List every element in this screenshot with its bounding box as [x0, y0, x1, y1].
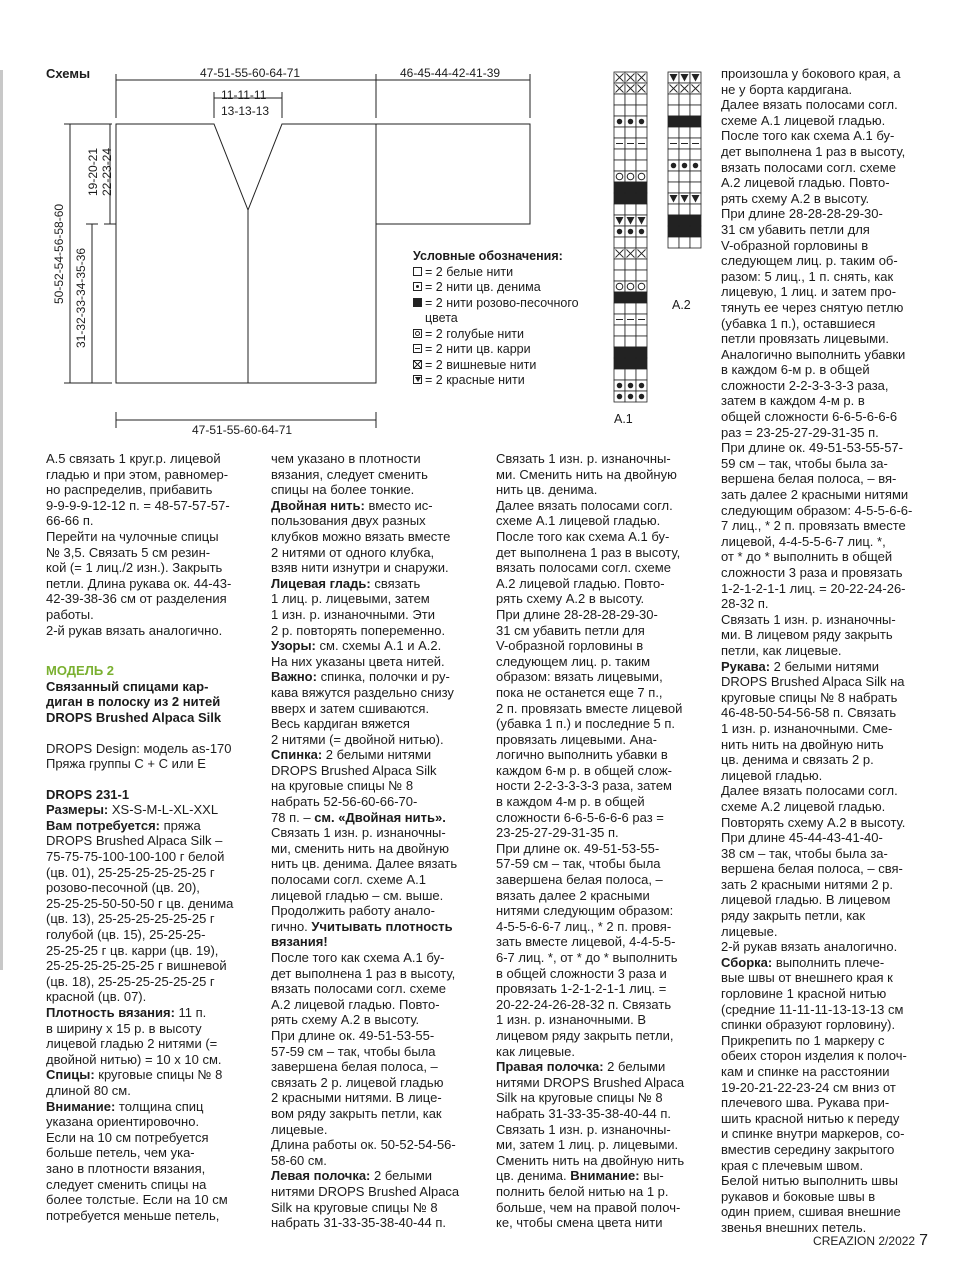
chart-cell-blank	[679, 149, 690, 160]
chart-cell-fill	[636, 193, 647, 204]
chart-cell-dot	[614, 391, 625, 402]
needles-label: Спицы:	[46, 1067, 95, 1083]
dot-square-icon	[413, 282, 422, 291]
chart-cell-blank	[690, 171, 701, 182]
stockinette-label: Лицевая гладь:	[271, 575, 371, 591]
chart-cell-blank	[614, 237, 625, 248]
chart-cell-blank	[614, 127, 625, 138]
chart-cell-blank	[625, 204, 636, 215]
diagram-title: Схемы	[46, 66, 91, 81]
chart-cell-cross	[614, 248, 625, 259]
chart-cell-blank	[625, 303, 636, 314]
chart-cell-fill	[636, 347, 647, 358]
chart-cell-blank	[625, 270, 636, 281]
chart-cell-dot	[614, 226, 625, 237]
left-front-text: 2 белыми нитями DROPS Brushed Alpaca Silk на круговые спицы № 8 набрать 31-33-35-38-40-44 п.	[271, 1168, 460, 1231]
chart-cell-cross	[625, 83, 636, 94]
stockinette	[271, 576, 493, 638]
important-text: спинка, полочки и ру- кава вяжутся раздельно снизу вверх и затем сшиваются. Весь кардиган вяжется 2 нитями (= двойной нитью).	[271, 669, 454, 747]
chart-cell-blank	[636, 204, 647, 215]
assembly	[721, 955, 943, 1236]
chart-cell-dash	[614, 138, 625, 149]
chart-cell-blank	[690, 237, 701, 248]
chart-cell-dot	[614, 116, 625, 127]
legend-text: = 2 вишневые нити	[425, 357, 537, 372]
total-length-label: 50-52-54-56-58-60	[52, 203, 66, 304]
text-column-2	[271, 451, 493, 1231]
chart-cell-tri	[668, 72, 679, 83]
neck-width-label-2: 13-13-13	[221, 104, 270, 118]
chart-cell-blank	[636, 270, 647, 281]
chart-a1-label: A.1	[614, 412, 633, 426]
ring-square-icon	[413, 329, 422, 338]
stockinette-text: связать 1 лиц. р. лицевыми, затем 1 изн. р. изнаночными. Эти 2 р. повторять попеременно.	[271, 575, 446, 638]
chart-cell-blank	[625, 160, 636, 171]
chart-cell-blank	[625, 336, 636, 347]
legend-row	[413, 280, 609, 296]
patterns	[271, 638, 493, 669]
chart-cell-fill	[614, 292, 625, 303]
chart-cell-blank	[625, 105, 636, 116]
paragraph: чем указано в плотности вязания, следует сменить спицы на более тонкие.	[271, 451, 428, 498]
filled-square-icon	[413, 298, 422, 307]
armhole-depth-label-1: 19-20-21	[86, 147, 100, 196]
right-front	[496, 1059, 718, 1231]
chart-cell-dot	[668, 160, 679, 171]
chart-cell-tri	[636, 215, 647, 226]
legend-row	[413, 327, 609, 343]
chart-cell-tri	[614, 215, 625, 226]
attention	[46, 1099, 266, 1224]
chart-cell-dash	[636, 138, 647, 149]
double-yarn-label: Двойная нить:	[271, 497, 365, 513]
body-length-label: 31-32-33-34-35-36	[74, 247, 88, 348]
sleeve-width-label: 46-45-44-42-41-39	[400, 66, 501, 80]
chart-cell-blank	[614, 369, 625, 380]
chart-cell-cross	[679, 83, 690, 94]
chart-cell-cross	[614, 72, 625, 83]
chart-cell-fill	[690, 116, 701, 127]
chart-cell-tri	[690, 193, 701, 204]
back-text-1: 2 белыми нитями DROPS Brushed Alpaca Silk на круговые спицы № 8 набрать 52-56-60-66-70- 78 п. –	[271, 747, 437, 825]
patterns-text: см. схемы А.1 и А.2. На них указаны цвета нитей.	[271, 638, 445, 669]
gauge-label: Плотность вязания:	[46, 1005, 175, 1020]
legend-row	[413, 373, 609, 389]
page-footer	[813, 1232, 928, 1250]
legend-text: = 2 голубые нити	[425, 326, 525, 341]
chart-cell-blank	[636, 325, 647, 336]
legend	[413, 249, 609, 389]
chart-cell-blank	[614, 259, 625, 270]
chart-cell-cross	[690, 83, 701, 94]
sleeves-label: Рукава:	[721, 658, 771, 674]
chart-cell-blank	[636, 303, 647, 314]
chart-cell-blank	[614, 160, 625, 171]
chart-cell-dash	[679, 138, 690, 149]
left-front	[271, 1168, 493, 1230]
chart-cell-tri	[690, 72, 701, 83]
legend-row	[413, 296, 609, 327]
assembly-text: выполнить плече- вые швы от внешнего края к горловине 1 красной нитью (средние 11-11-11-13-13-13 см спинки образуют горловину). Прикрепить по 1 маркеру с обеих сторон изделия к полоч- кам и спинке на расстоянии 19-20-21-22-23-24 см вниз от плечевого шва. Рукава при- шить красной нитью к переду и спинке внутри маркеров, со- вместив середину закрытого края с плечевым швом. Белой нитью выполнить швы рукавов и боковые швы в один прием, сшивая внешние звенья внешних петель.	[721, 954, 907, 1235]
text-column-3	[496, 451, 718, 1231]
gauge-text: 11 п. в ширину х 15 р. в высоту лицевой гладью 2 нитями (= двойной нитью) = 10 х 10 см.	[46, 1005, 222, 1067]
chart-cell-ring	[636, 281, 647, 292]
chart-cell-blank	[636, 127, 647, 138]
legend-row	[413, 342, 609, 358]
chart-cell-blank	[668, 182, 679, 193]
chart-cell-ring	[625, 281, 636, 292]
chart-cell-blank	[614, 204, 625, 215]
chart-cell-fill	[636, 292, 647, 303]
chart-cell-ring	[614, 171, 625, 182]
chart-cell-blank	[614, 94, 625, 105]
chart-cell-blank	[679, 182, 690, 193]
chart-cell-blank	[636, 369, 647, 380]
chart-cell-ring	[625, 171, 636, 182]
chart-cell-blank	[668, 94, 679, 105]
text-column-4	[721, 66, 943, 1236]
chart-cell-fill	[625, 358, 636, 369]
gauge	[46, 1005, 266, 1067]
chart-cell-dot	[690, 160, 701, 171]
right-front-text: 2 белыми нитями DROPS Brushed Alpaca Silk на круговые спицы № 8 набрать 31-33-35-38-40-44 п. Связать 1 изн. р. изнаночны- ми, затем 1 лиц. р. лицевыми. Сменить нить на двойную нить цв. денима.	[496, 1059, 685, 1184]
chart-cell-fill	[625, 193, 636, 204]
back-text-2: Связать 1 изн. р. изнаночны- ми, сменить нить на двойную нить цв. денима. Далее вязать полосами согл. схеме А.1 лицевой гладью – см. выше. Продолжить работу анало- гично.	[271, 825, 458, 934]
chart-cell-blank	[668, 105, 679, 116]
chart-cell-fill	[668, 226, 679, 237]
page-number: 7	[919, 1232, 928, 1249]
chart-cell-ring	[636, 171, 647, 182]
chart-cell-blank	[668, 127, 679, 138]
chart-cell-dot	[625, 116, 636, 127]
top-width-label: 47-51-55-60-64-71	[200, 66, 301, 80]
chart-cell-fill	[668, 215, 679, 226]
chart-cell-dot	[636, 391, 647, 402]
chart-cell-blank	[679, 204, 690, 215]
white-square-icon	[413, 267, 422, 276]
chart-cell-dot	[636, 116, 647, 127]
right-front-attention-text: вы- полнить белой нитью на 1 р. больше, чем на правой полоч- ке, чтобы смена цвета нити	[496, 1168, 681, 1231]
paragraph: А.5 связать 1 круг.р. лицевой гладью и при этом, равномер- но распределив, прибавить 9-9-9-9-12-12 п. = 48-57-57-57- 66-66 п.	[46, 451, 230, 529]
chart-cell-blank	[636, 94, 647, 105]
chart-cell-blank	[690, 127, 701, 138]
chart-cell-blank	[668, 171, 679, 182]
chart-cell-blank	[625, 325, 636, 336]
cross-square-icon	[413, 360, 422, 369]
sleeve-outline	[376, 124, 530, 224]
attention-label: Внимание:	[46, 1098, 116, 1114]
chart-cell-cross	[636, 83, 647, 94]
legend-row	[413, 265, 609, 281]
paragraph: произошла у бокового края, а не у борта кардигана. Далее вязать полосами согл. схеме А.1 лицевой гладью. После того как схема А.1 бу- дет выполнена 1 раз в высоту, вязать полосами согл. схеме А.2 лицевой гладью. Повто- рять схему А.2 в высоту. При длине 28-28-28-29-30- 31 см убавить петли для V-образной горловины в следующем лиц. р. таким об- разом: 5 лиц., 1 п. снять, как лицевую, 1 лиц. и затем про- тянуть ее через снятую петлю (убавка 1 п.), оставшиеся петли провязать лицевыми. Аналогично выполнить убавки в каждом 6-м р. в общей сложности 2-2-3-3-3-3 раза, затем в каждом 4-м р. в общей сложности 6-6-5-6-6-6 раз = 23-25-27-29-31-35 п. При длине ок. 49-51-53-55-57- 59 см – так, чтобы была за- вершена белая полоса, – вя- зать далее 2 красными нитями следующим образом: 4-5-5-6-6- 7 лиц., * 2 п. провязать вместе лицевой, 4-4-5-5-6-7 лиц. *, от * до * выполнить в общей сложности 3 раза и провязать 1-2-1-2-1-1 лиц. = 20-22-24-26- 28-32 п. Связать 1 изн. р. изнаночны- ми. В лицевом ряду закрыть петли, как лицевые.	[721, 66, 913, 658]
chart-cell-blank	[625, 237, 636, 248]
chart-cell-cross	[625, 248, 636, 259]
bottom-width-label: 47-51-55-60-64-71	[192, 423, 293, 437]
chart-cell-tri	[625, 215, 636, 226]
attention-text: толщина спиц указана ориентировочно. Если на 10 см потребуется больше петель, чем ука- зано в плотности вязания, следует сменить спицы на более толстые. Если на 10 см потребуется меньше петель,	[46, 1098, 228, 1223]
chart-cell-dash	[625, 138, 636, 149]
sizes	[46, 802, 266, 818]
chart-cell-dot	[625, 391, 636, 402]
double-yarn-text: вместо ис- пользования двух разных клубков можно вязать вместе 2 нитями от одного клубка, взяв нити изнутри и снаружи.	[271, 497, 451, 576]
important-label: Важно:	[271, 669, 317, 685]
needles	[46, 1067, 266, 1098]
sizes-label: Размеры:	[46, 802, 109, 818]
chart-cell-cross	[668, 83, 679, 94]
materials-text: пряжа DROPS Brushed Alpaca Silk – 75-75-75-100-100-100 г белой (цв. 01), 25-25-25-25-25-25 г розово-песочной (цв. 20), 25-25-25-50-50-50 г цв. денима (цв. 13), 25-25-25-25-25-25 г голубой (цв. 15), 25-25-25- 25-25-25 г цв. карри (цв. 19), 25-25-25-25-25-25 г вишневой (цв. 18), 25-25-25-25-25-25 г красной (цв. 07).	[46, 817, 234, 1005]
chart-cell-blank	[636, 160, 647, 171]
chart-cell-tri	[679, 72, 690, 83]
chart-cell-fill	[690, 215, 701, 226]
paragraph: После того как схема А.1 бу- дет выполнена 1 раз в высоту, вязать полосами согл. схеме А.2 лицевой гладью. Повто- рять схему А.2 в высоту. При длине ок. 49-51-53-55- 57-59 см – так, чтобы была завершена белая полоса, – связать 2 р. лицевой гладью 2 красными нитями. В лице- вом ряду закрыть петли, как лицевые. Длина работы ок. 50-52-54-56- 58-60 см.	[271, 950, 456, 1168]
materials	[46, 818, 266, 1005]
sleeves-text: 2 белыми нитями DROPS Brushed Alpaca Silk на круговые спицы № 8 набрать 46-48-50-54-56-58 п. Связать 1 изн. р. изнаночными. Сме- нить нить на двойную нить цв. денима и связать 2 р. лицевой гладью. Далее вязать полосами согл. схеме А.2 лицевой гладью. Повторять схему А.2 в высоту. При длине 45-44-43-41-40- 38 см – так, чтобы была за- вершена белая полоса, – свя- зать 2 красными нитями 2 р. лицевой гладью. В лицевом ряду закрыть петли, как лицевые. 2-й рукав вязать аналогично.	[721, 658, 906, 955]
chart-cell-blank	[668, 237, 679, 248]
chart-cell-blank	[668, 149, 679, 160]
double-yarn	[271, 498, 493, 576]
chart-cell-blank	[614, 325, 625, 336]
chart-cell-blank	[636, 105, 647, 116]
chart-cell-dash	[614, 314, 625, 325]
chart-a2-grid	[668, 72, 701, 248]
body-outline	[116, 124, 376, 383]
chart-cell-tri	[679, 193, 690, 204]
chart-cell-cross	[636, 248, 647, 259]
chart-cell-fill	[636, 182, 647, 193]
right-front-attention-label: Внимание:	[570, 1168, 640, 1184]
design-info: DROPS Design: модель as-170 Пряжа группы С + С или Е	[46, 740, 232, 772]
chart-cell-fill	[636, 358, 647, 369]
chart-cell-blank	[636, 149, 647, 160]
chart-cell-dash	[668, 138, 679, 149]
chart-cell-fill	[625, 182, 636, 193]
legend-text: = 2 белые нити	[425, 264, 514, 279]
chart-cell-blank	[625, 369, 636, 380]
chart-a1-grid	[614, 72, 647, 402]
materials-label: Вам потребуется:	[46, 817, 160, 833]
legend-text: = 2 нити розово-песочного цвета	[425, 295, 579, 325]
chart-cell-blank	[625, 94, 636, 105]
model-title: Связанный спицами кар- диган в полоску из 2 нитей DROPS Brushed Alpaca Silk	[46, 678, 222, 725]
chart-cell-blank	[625, 149, 636, 160]
chart-cell-blank	[614, 149, 625, 160]
chart-cell-blank	[636, 336, 647, 347]
left-front-label: Левая полочка:	[271, 1168, 371, 1184]
chart-cell-fill	[614, 347, 625, 358]
chart-cell-blank	[614, 270, 625, 281]
chart-cell-fill	[614, 358, 625, 369]
armhole-depth-label-2: 22-23-24	[100, 147, 114, 196]
chart-cell-blank	[690, 105, 701, 116]
back-see-ref: см. «Двойная нить».	[314, 809, 446, 825]
chart-cell-fill	[625, 292, 636, 303]
chart-cell-blank	[679, 105, 690, 116]
chart-cell-blank	[636, 237, 647, 248]
chart-a2-label: A.2	[672, 298, 691, 312]
chart-cell-fill	[625, 347, 636, 358]
patterns-label: Узоры:	[271, 638, 316, 654]
pattern-code: DROPS 231-1	[46, 786, 130, 802]
chart-cell-dash	[690, 138, 701, 149]
chart-cell-dot	[636, 380, 647, 391]
chart-cell-dot	[625, 226, 636, 237]
chart-cell-blank	[614, 303, 625, 314]
back-label: Спинка:	[271, 747, 323, 763]
chart-cell-tri	[668, 193, 679, 204]
chart-cell-blank	[614, 336, 625, 347]
legend-text: = 2 нити цв. карри	[425, 342, 531, 356]
chart-cell-blank	[690, 182, 701, 193]
chart-cell-cross	[636, 72, 647, 83]
chart-cell-fill	[614, 193, 625, 204]
chart-cell-fill	[690, 226, 701, 237]
chart-cell-blank	[625, 259, 636, 270]
chart-cell-dot	[625, 380, 636, 391]
chart-cell-blank	[690, 149, 701, 160]
chart-cell-cross	[614, 83, 625, 94]
chart-cell-blank	[668, 204, 679, 215]
chart-cell-blank	[625, 127, 636, 138]
chart-cell-dash	[625, 314, 636, 325]
chart-cell-blank	[690, 204, 701, 215]
sizes-text: XS-S-M-L-XL-XXL	[108, 802, 219, 818]
right-front-label: Правая полочка:	[496, 1059, 604, 1075]
chart-cell-blank	[614, 105, 625, 116]
chart-cell-dash	[636, 314, 647, 325]
legend-row	[413, 358, 609, 374]
model-label: МОДЕЛЬ 2	[46, 663, 115, 679]
chart-cell-fill	[668, 116, 679, 127]
important	[271, 669, 493, 747]
needles-text: круговые спицы № 8 длиной 80 см.	[46, 1067, 223, 1098]
chart-cell-fill	[679, 215, 690, 226]
chart-cell-dot	[636, 226, 647, 237]
chart-cell-blank	[636, 259, 647, 270]
chart-cell-blank	[679, 171, 690, 182]
chart-cell-blank	[690, 94, 701, 105]
neck-width-label-1: 11-11-11	[221, 88, 267, 102]
chart-cell-dot	[679, 160, 690, 171]
chart-cell-blank	[679, 237, 690, 248]
magazine-name: CREAZION 2/2022	[813, 1234, 916, 1248]
back-gauge-note: Учитывать плотность вязания!	[271, 918, 453, 950]
back-section	[271, 747, 493, 950]
chart-cell-fill	[679, 116, 690, 127]
sleeves	[721, 659, 943, 955]
triangle-square-icon	[413, 375, 422, 384]
chart-cell-blank	[679, 94, 690, 105]
assembly-label: Сборка:	[721, 954, 773, 970]
dash-square-icon	[413, 344, 422, 353]
legend-heading: Условные обозначения:	[413, 249, 563, 263]
chart-cell-fill	[679, 226, 690, 237]
chart-cell-ring	[614, 281, 625, 292]
chart-cell-fill	[614, 182, 625, 193]
paragraph: 2-й рукав вязать аналогично.	[46, 622, 223, 638]
chart-cell-cross	[625, 72, 636, 83]
chart-cell-dot	[614, 380, 625, 391]
legend-text: = 2 красные нити	[425, 373, 525, 387]
paragraph: Перейти на чулочные спицы № 3,5. Связать 5 см резин- кой (= 1 лиц./2 изн.). Закрыть петли. Длина рукава ок. 44-43- 42-39-38-36 см от разделения работы.	[46, 528, 232, 622]
legend-text: = 2 нити цв. денима	[425, 280, 541, 294]
chart-cell-blank	[679, 127, 690, 138]
text-column-1	[46, 451, 266, 1223]
paragraph: Связать 1 изн. р. изнаночны- ми. Сменить нить на двойную нить цв. денима. Далее вязать полосами согл. схеме А.1 лицевой гладью. После того как схема А.1 бу- дет выполнена 1 раз в высоту, вязать полосами согл. схеме А.2 лицевой гладью. Повто- рять схему А.2 в высоту. При длине 28-28-28-29-30- 31 см убавить петли для V-образной горловины в следующем лиц. р. таким образом: вязать лицевыми, пока не останется еще 7 п., 2 п. провязать вместе лицевой (убавка 1 п.) и последние 5 п. провязать лицевыми. Ана- логично выполнить убавки в каждом 6-м р. в общей слож- ности 2-2-3-3-3-3 раза, затем в каждом 4-м р. в общей сложности 6-6-5-6-6-6 раз = 23-25-27-29-31-35 п. При длине ок. 49-51-53-55- 57-59 см – так, чтобы была завершена белая полоса, – вязать далее 2 красными нитями следующим образом: 4-5-5-6-6-7 лиц., * 2 п. провя- зать вместе лицевой, 4-4-5-5- 6-7 лиц. *, от * до * выполнить в общей сложности 3 раза и провязать 1-2-1-2-1-1 лиц. = 20-22-24-26-28-32 п. Связать 1 изн. р. изнаночными. В лицевом ряду закрыть петли, как лицевые.	[496, 451, 683, 1059]
